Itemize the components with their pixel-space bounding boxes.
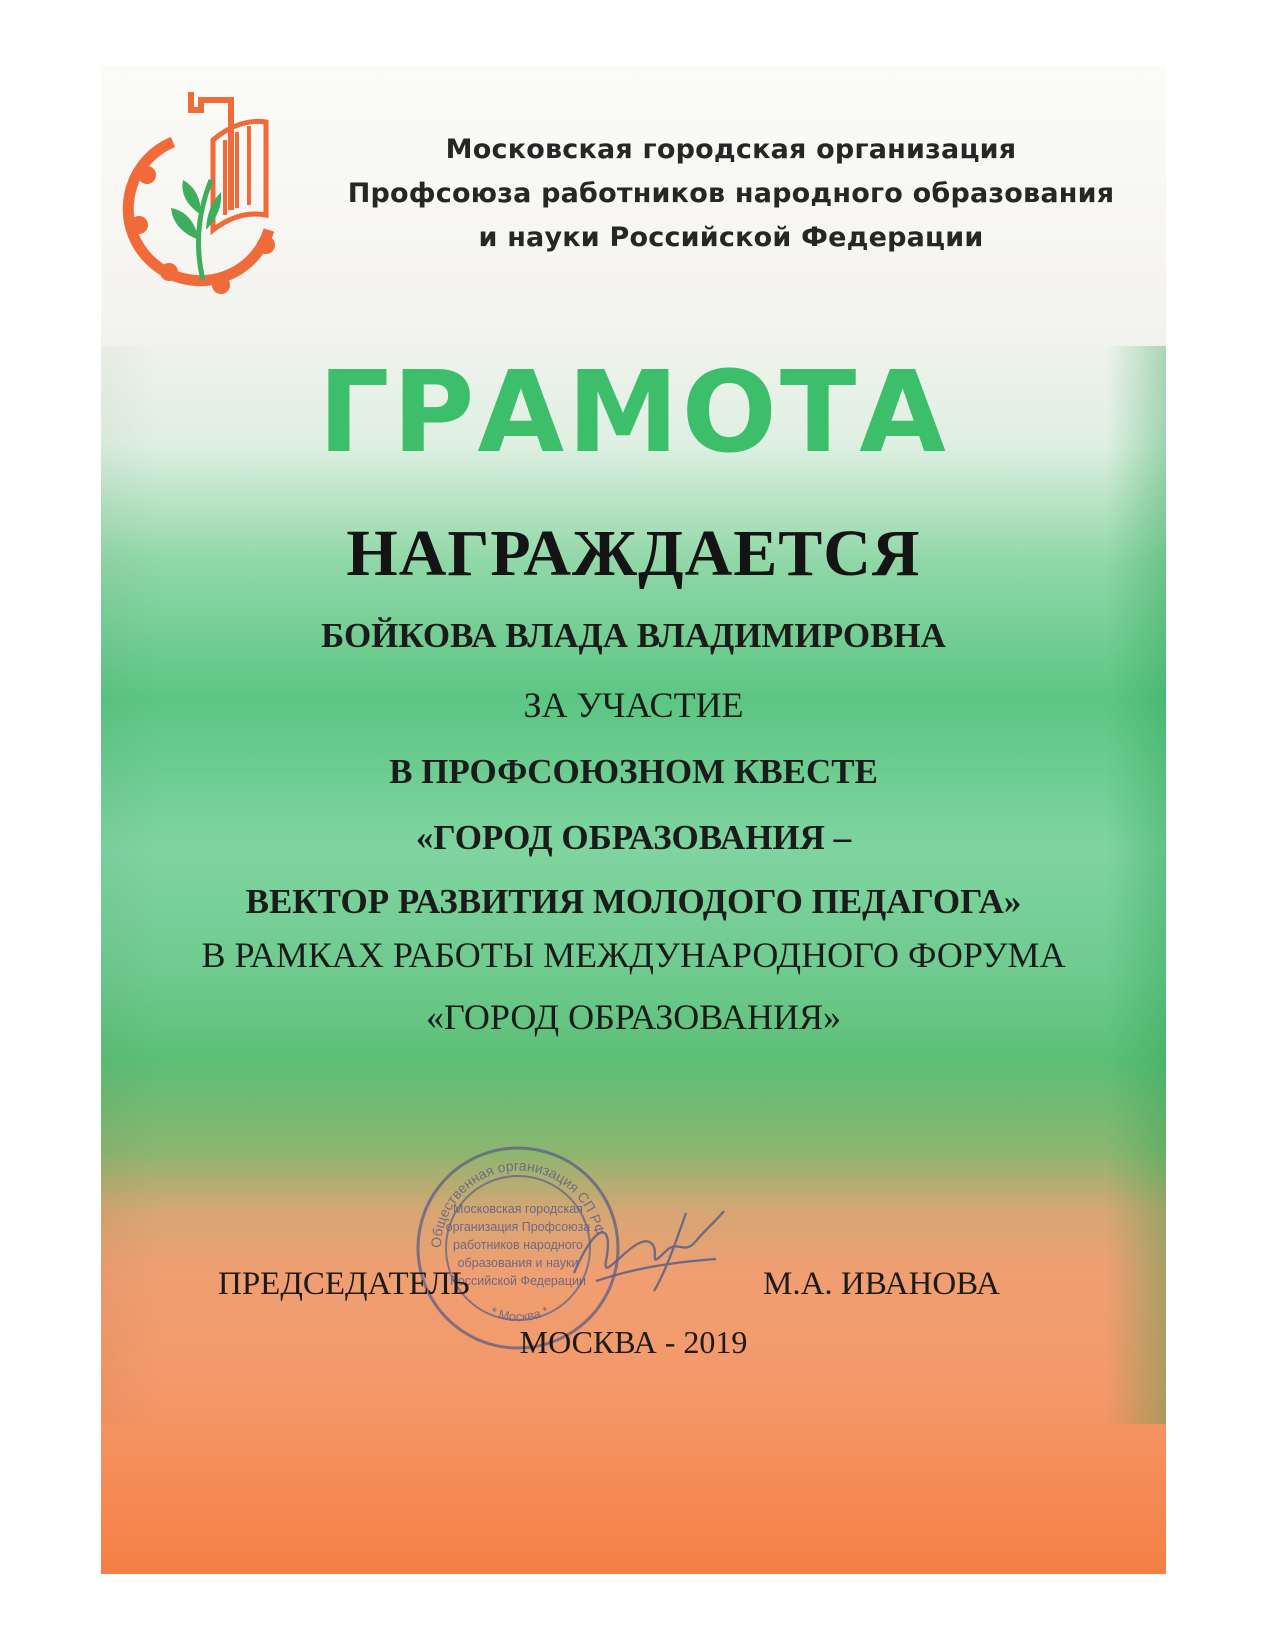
union-logo: [121, 80, 291, 295]
place-and-year: МОСКВА - 2019: [519, 1324, 748, 1360]
signer-name: М.А. ИВАНОВА: [763, 1266, 1000, 1302]
seal-outer-text: Общественная организация СП РФ: [427, 1157, 608, 1249]
forum-line-2: «ГОРОД ОБРАЗОВАНИЯ»: [425, 997, 842, 1037]
seal-inner-line-5: Российской Федерации: [450, 1274, 586, 1288]
event-line-1: В ПРОФСОЮЗНОМ КВЕСТЕ: [389, 752, 878, 791]
seal-inner-line-3: работников народного: [453, 1238, 583, 1252]
signer-position: ПРЕДСЕДАТЕЛЬ: [218, 1266, 470, 1302]
seal-bottom-text: * Москва *: [488, 1302, 551, 1325]
award-reason: ЗА УЧАСТИЕ: [523, 685, 744, 725]
organization-line-3: и науки Российской Федерации: [478, 222, 984, 253]
recipient-name: БОЙКОВА ВЛАДА ВЛАДИМИРОВНА: [321, 616, 946, 655]
awarded-heading: НАГРАЖДАЕТСЯ: [346, 517, 921, 590]
certificate-title: ГРАМОТА: [318, 348, 949, 478]
organization-line-1: Московская городская организация: [445, 134, 1017, 165]
seal-inner-line-1: Московская городская: [453, 1202, 583, 1216]
organization-line-2: Профсоюза работников народного образования: [347, 178, 1115, 209]
event-line-3: ВЕКТОР РАЗВИТИЯ МОЛОДОГО ПЕДАГОГА»: [245, 882, 1022, 921]
handwritten-signature: [566, 1201, 731, 1296]
organization-header: [321, 128, 1141, 260]
event-line-2: «ГОРОД ОБРАЗОВАНИЯ –: [415, 818, 852, 857]
forum-line-1: В РАМКАХ РАБОТЫ МЕЖДУНАРОДНОГО ФОРУМА: [201, 935, 1066, 975]
seal-inner-line-4: образования и науки: [457, 1256, 579, 1270]
seal-inner-line-2: организация Профсоюза: [445, 1220, 591, 1234]
certificate-sheet: [101, 66, 1166, 1574]
svg-text:* Москва *: [488, 1303, 550, 1324]
